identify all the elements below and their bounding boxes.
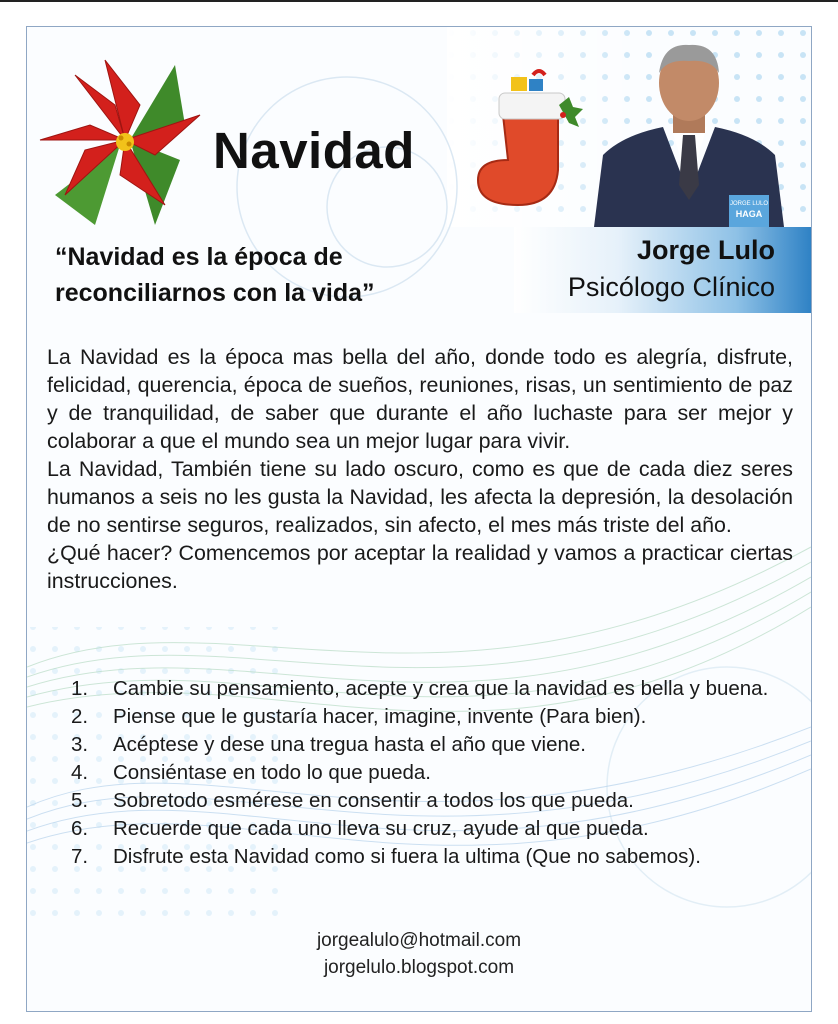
list-item	[57, 731, 795, 759]
list-text: Recuerde que cada uno lleva su cruz, ayude al que pueda.	[113, 817, 649, 840]
list-text: Cambie su pensamiento, acepte y crea que la navidad es bella y buena.	[113, 677, 769, 700]
christmas-stocking-icon	[463, 65, 583, 215]
body-paragraph: ¿Qué hacer? Comencemos por aceptar la realidad y vamos a practicar ciertas instrucciones.	[47, 541, 793, 593]
quote-line-2: reconciliarnos con la vida”	[55, 279, 375, 307]
list-text: Sobretodo esmérese en consentir a todos los que pueda.	[113, 789, 634, 812]
list-number: 4.	[71, 761, 89, 784]
headline-quote	[55, 239, 475, 311]
body-paragraph: La Navidad es la época mas bella del año, donde todo es alegría, disfrute, felicidad, querencia, época de sueños, reuniones, risas, un sentimiento de paz y de tranquilidad, de saber que durante el año luchaste para ser mejor y colaborar a que el mundo sea un mejor lugar para vivir.	[47, 345, 793, 453]
author-role: Psicólogo Clínico	[567, 272, 775, 302]
article-body	[47, 343, 793, 595]
author-name-band	[514, 227, 811, 313]
top-rule	[0, 0, 838, 2]
list-text: Acéptese y dese una tregua hasta el año que viene.	[113, 733, 586, 756]
list-item	[57, 787, 795, 815]
list-number: 6.	[71, 817, 89, 840]
list-text: Consiéntase en todo lo que pueda.	[113, 761, 432, 784]
author-name: Jorge Lulo	[636, 235, 775, 265]
list-text: Disfrute esta Navidad como si fuera la ultima (Que no sabemos).	[113, 845, 701, 868]
author-photo	[593, 35, 785, 235]
list-item	[57, 843, 795, 871]
article-card	[26, 26, 812, 1012]
instructions-list	[57, 675, 795, 871]
list-item	[57, 815, 795, 843]
contact-blog: jorgelulo.blogspot.com	[323, 957, 515, 978]
badge-text-2: HAGA	[735, 209, 763, 219]
list-item	[57, 759, 795, 787]
list-number: 5.	[71, 789, 89, 812]
list-text: Piense que le gustaría hacer, imagine, invente (Para bien).	[113, 705, 647, 728]
contact-email: jorgealulo@hotmail.com	[316, 930, 522, 951]
list-item	[57, 703, 795, 731]
list-item	[57, 675, 795, 703]
poinsettia-icon	[35, 45, 205, 230]
page-title: Navidad	[213, 122, 415, 179]
quote-line-1: “Navidad es la época de	[55, 243, 343, 271]
contact-footer	[27, 927, 811, 981]
body-paragraph: La Navidad, También tiene su lado oscuro, como es que de cada diez seres humanos a seis no les gusta la Navidad, les afecta la depresión, la desolación de no sentirse seguros, realizados, sin afecto, el mes más triste del año.	[47, 457, 793, 537]
list-number: 1.	[71, 677, 89, 700]
list-number: 7.	[71, 845, 89, 868]
badge-text-1: JORGE LULO	[729, 201, 769, 207]
list-number: 2.	[71, 705, 89, 728]
list-number: 3.	[71, 733, 89, 756]
